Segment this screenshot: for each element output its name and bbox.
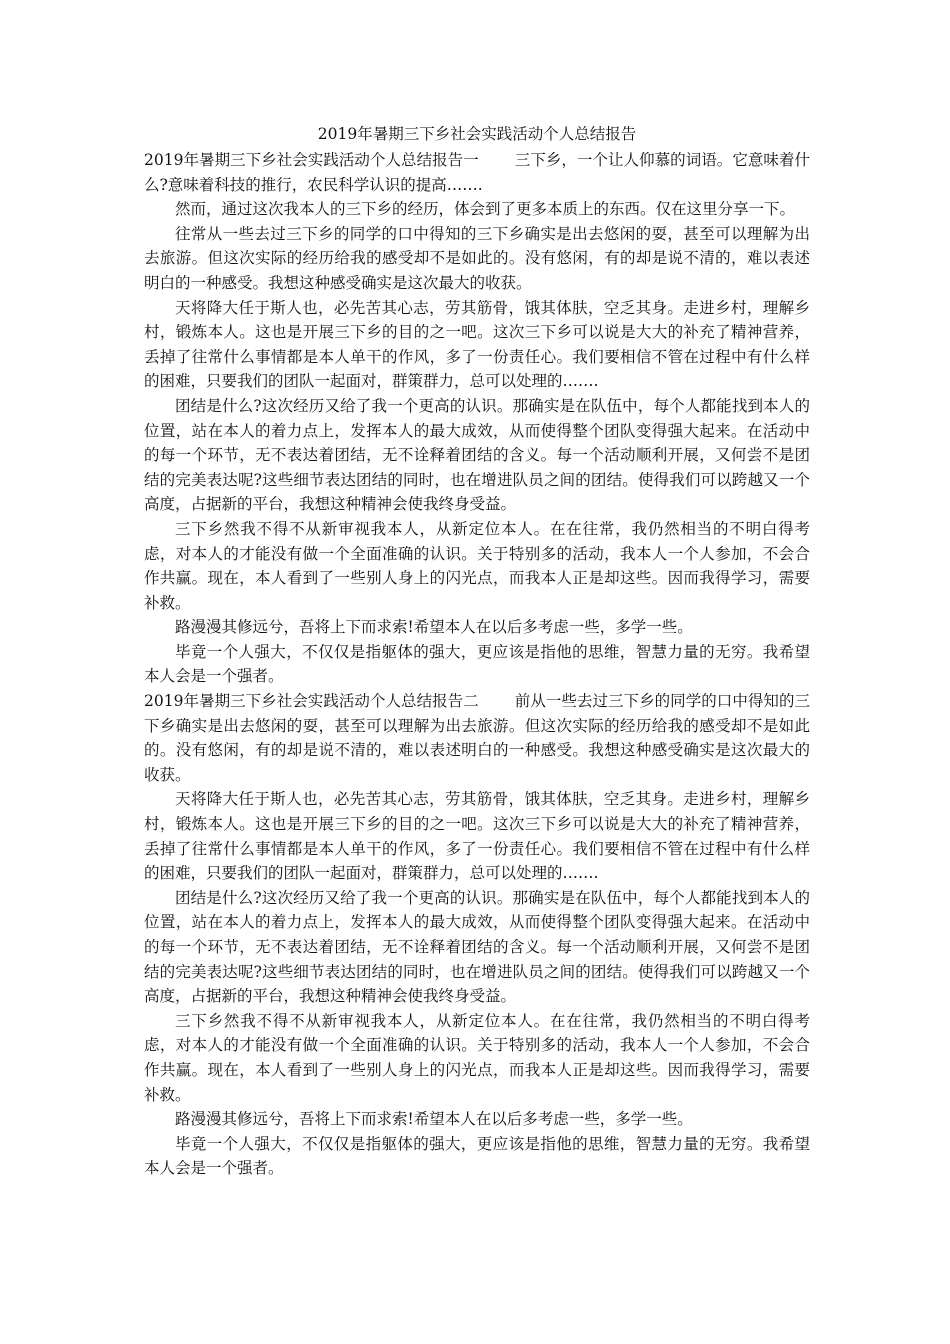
section-1-lead: 三下乡，一个让人仰慕的词语。它意味着什么?意味着科技的推行，农民科学认识的提高……. bbox=[144, 151, 810, 194]
section-1-paragraph-7: 毕竟一个人强大，不仅仅是指躯体的强大，更应该是指他的思维，智慧力量的无穷。我希望本人会是一个强者。 bbox=[144, 642, 810, 686]
section-2-lead: 前从一些去过三下乡的同学的口中得知的三下乡确实是出去悠闲的耍，甚至可以理解为出去旅游。但这次实际的经历给我的感受却不是如此的。没有悠闲，有的却是说不清的，难以表述明白的一种感受。我想这种感受确实是这次最大的收获。 bbox=[144, 692, 810, 784]
section-2-paragraph-2: 团结是什么?这次经历又给了我一个更高的认识。那确实是在队伍中，每个人都能找到本人的位置，站在本人的着力点上，发挥本人的最大成效，从而使得整个团队变得强大起来。在活动中的每一个环节，无不表达着团结，无不诠释着团结的含义。每一个活动顺利开展，又何尝不是团结的完美表达呢?这些细节表达团结的同时，也在增进队员之间的团结。使得我们可以跨越又一个高度，占据新的平台，我想这种精神会使我终身受益。 bbox=[144, 888, 810, 1006]
section-1-paragraph-6: 路漫漫其修远兮，吾将上下而求索!希望本人在以后多考虑一些，多学一些。 bbox=[175, 618, 693, 637]
section-2-paragraph-5: 毕竟一个人强大，不仅仅是指躯体的强大，更应该是指他的思维，智慧力量的无穷。我希望本人会是一个强者。 bbox=[144, 1134, 810, 1178]
section-1-paragraph-5: 三下乡然我不得不从新审视我本人，从新定位本人。在在往常，我仍然相当的不明白得考虑，对本人的才能没有做一个全面准确的认识。关于特别多的活动，我本人一个人参加，不会合作共赢。现在，本人看到了一些别人身上的闪光点，而我本人正是却这些。因而我得学习，需要补救。 bbox=[144, 519, 810, 612]
section-2-heading-paragraph bbox=[144, 689, 810, 787]
section-2-paragraph-1: 天将降大任于斯人也，必先苦其心志，劳其筋骨，饿其体肤，空乏其身。走进乡村，理解乡村，锻炼本人。这也是开展三下乡的目的之一吧。这次三下乡可以说是大大的补充了精神营养，丢掉了往常什么事情都是本人单干的作风，多了一份责任心。我们要相信不管在过程中有什么样的困难，只要我们的团队一起面对，群策群力，总可以处理的……. bbox=[144, 790, 810, 883]
section-2-heading: 2019年暑期三下乡社会实践活动个人总结报告二 bbox=[144, 692, 479, 711]
section-2-paragraph-3: 三下乡然我不得不从新审视我本人，从新定位本人。在在往常，我仍然相当的不明白得考虑，对本人的才能没有做一个全面准确的认识。关于特别多的活动，我本人一个人参加，不会合作共赢。现在，本人看到了一些别人身上的闪光点，而我本人正是却这些。因而我得学习，需要补救。 bbox=[144, 1011, 810, 1104]
section-1-paragraph-3: 天将降大任于斯人也，必先苦其心志，劳其筋骨，饿其体肤，空乏其身。走进乡村，理解乡村，锻炼本人。这也是开展三下乡的目的之一吧。这次三下乡可以说是大大的补充了精神营养，丢掉了往常什么事情都是本人单干的作风，多了一份责任心。我们要相信不管在过程中有什么样的困难，只要我们的团队一起面对，群策群力，总可以处理的……. bbox=[144, 298, 810, 391]
section-1-heading: 2019年暑期三下乡社会实践活动个人总结报告一 bbox=[144, 151, 479, 169]
section-1-paragraph-2: 往常从一些去过三下乡的同学的口中得知的三下乡确实是出去悠闲的耍，甚至可以理解为出去旅游。但这次实际的经历给我的感受却不是如此的。没有悠闲，有的却是说不清的，难以表述明白的一种感受。我想这种感受确实是这次最大的收获。 bbox=[144, 224, 810, 292]
section-1-paragraph-4: 团结是什么?这次经历又给了我一个更高的认识。那确实是在队伍中，每个人都能找到本人的位置，站在本人的着力点上，发挥本人的最大成效，从而使得整个团队变得强大起来。在活动中的每一个环节，无不表达着团结，无不诠释着团结的含义。每一个活动顺利开展，又何尝不是团结的完美表达呢?这些细节表达团结的同时，也在增进队员之间的团结。使得我们可以跨越又一个高度，占据新的平台，我想这种精神会使我终身受益。 bbox=[144, 396, 810, 514]
section-1-heading-paragraph bbox=[144, 148, 810, 197]
section-2-paragraph-4: 路漫漫其修远兮，吾将上下而求索!希望本人在以后多考虑一些，多学一些。 bbox=[175, 1110, 693, 1129]
section-1-paragraph-1: 然而，通过这次我本人的三下乡的经历，体会到了更多本质上的东西。仅在这里分享一下。 bbox=[175, 200, 796, 219]
document-title: 2019年暑期三下乡社会实践活动个人总结报告 bbox=[317, 125, 637, 143]
